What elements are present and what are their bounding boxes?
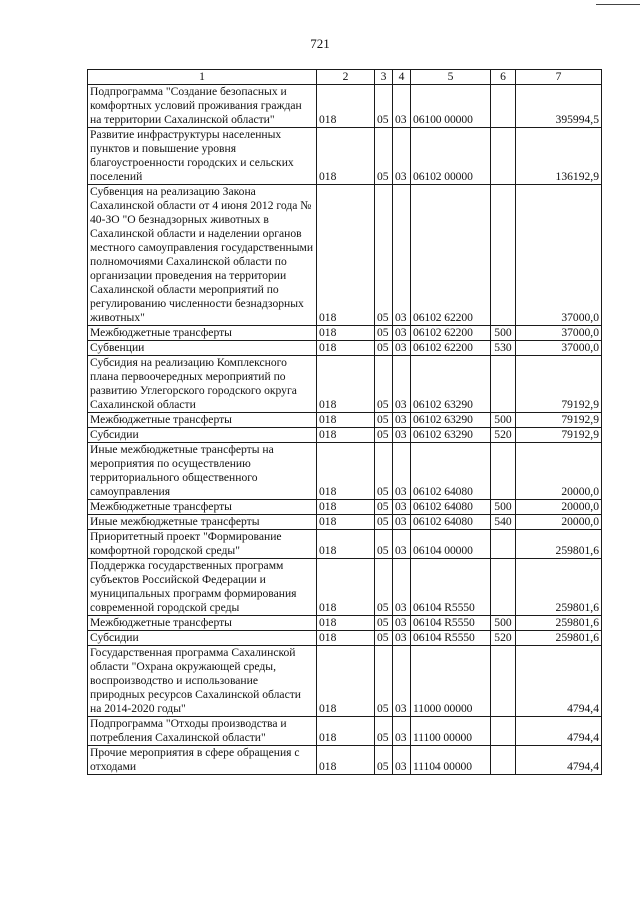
cell-name: Государственная программа Сахалинской области "Охрана окружающей среды, воспроизводство и использование природных ресурсов Сахалинской области на 2014-2020 годы" [88, 646, 317, 717]
cell-name: Иные межбюджетные трансферты [88, 515, 317, 530]
cell-pr: 03 [393, 128, 411, 185]
table-row [88, 443, 602, 500]
cell-ved: 018 [317, 500, 375, 515]
cell-rz: 05 [375, 646, 393, 717]
cell-sum: 259801,6 [516, 631, 602, 646]
table-row [88, 413, 602, 428]
cell-name: Подпрограмма "Создание безопасных и комфортных условий проживания граждан на территории Сахалинской области" [88, 85, 317, 128]
table-row [88, 746, 602, 775]
cell-vr [491, 646, 516, 717]
cell-vr [491, 443, 516, 500]
cell-ved: 018 [317, 443, 375, 500]
cell-ved: 018 [317, 616, 375, 631]
cell-csr: 06104 R5550 [411, 631, 491, 646]
cell-csr: 06102 64080 [411, 443, 491, 500]
cell-sum: 259801,6 [516, 616, 602, 631]
cell-pr: 03 [393, 443, 411, 500]
cell-rz: 05 [375, 500, 393, 515]
table-row [88, 341, 602, 356]
cell-vr [491, 717, 516, 746]
cell-csr: 11100 00000 [411, 717, 491, 746]
cell-rz: 05 [375, 341, 393, 356]
table-row [88, 530, 602, 559]
cell-rz: 05 [375, 413, 393, 428]
cell-ved: 018 [317, 530, 375, 559]
column-header-pr: 4 [393, 70, 411, 85]
cell-csr: 06100 00000 [411, 85, 491, 128]
cell-sum: 20000,0 [516, 500, 602, 515]
cell-pr: 03 [393, 428, 411, 443]
cell-pr: 03 [393, 631, 411, 646]
cell-pr: 03 [393, 515, 411, 530]
cell-csr: 06102 62200 [411, 326, 491, 341]
cell-sum: 395994,5 [516, 85, 602, 128]
table-row [88, 500, 602, 515]
cell-name: Приоритетный проект "Формирование комфортной городской среды" [88, 530, 317, 559]
cell-sum: 79192,9 [516, 356, 602, 413]
cell-rz: 05 [375, 443, 393, 500]
cell-sum: 20000,0 [516, 515, 602, 530]
table-row [88, 128, 602, 185]
cell-name: Субвенции [88, 341, 317, 356]
cell-vr [491, 530, 516, 559]
cell-name: Межбюджетные трансферты [88, 616, 317, 631]
cell-sum: 136192,9 [516, 128, 602, 185]
budget-table [87, 69, 602, 775]
cell-csr: 06102 62200 [411, 185, 491, 326]
cell-vr: 500 [491, 616, 516, 631]
column-header-sum: 7 [516, 70, 602, 85]
cell-name: Субсидии [88, 631, 317, 646]
cell-vr [491, 128, 516, 185]
cell-sum: 259801,6 [516, 530, 602, 559]
column-header-ved: 2 [317, 70, 375, 85]
cell-ved: 018 [317, 428, 375, 443]
cell-sum: 79192,9 [516, 428, 602, 443]
cell-pr: 03 [393, 326, 411, 341]
cell-ved: 018 [317, 85, 375, 128]
cell-pr: 03 [393, 413, 411, 428]
cell-csr: 06102 63290 [411, 356, 491, 413]
cell-name: Субвенция на реализацию Закона Сахалинской области от 4 июня 2012 года № 40-ЗО "О безнадзорных животных в Сахалинской области и наделении органов местного самоуправления государственными полномочиями Сахалинской области по организации проведения на территории Сахалинской области мероприятий по регулированию численности безнадзорных животных" [88, 185, 317, 326]
cell-vr: 520 [491, 631, 516, 646]
cell-sum: 4794,4 [516, 646, 602, 717]
cell-vr: 500 [491, 326, 516, 341]
table-row [88, 616, 602, 631]
cell-vr [491, 746, 516, 775]
cell-rz: 05 [375, 717, 393, 746]
cell-vr [491, 85, 516, 128]
cell-sum: 37000,0 [516, 326, 602, 341]
cell-pr: 03 [393, 185, 411, 326]
cell-ved: 018 [317, 185, 375, 326]
cell-sum: 37000,0 [516, 185, 602, 326]
table-row [88, 631, 602, 646]
cell-csr: 06102 64080 [411, 515, 491, 530]
cell-name: Прочие мероприятия в сфере обращения с отходами [88, 746, 317, 775]
cell-pr: 03 [393, 85, 411, 128]
table-row [88, 356, 602, 413]
table-row [88, 185, 602, 326]
cell-vr [491, 559, 516, 616]
cell-rz: 05 [375, 326, 393, 341]
cell-ved: 018 [317, 128, 375, 185]
header-row [88, 70, 602, 85]
cell-sum: 37000,0 [516, 341, 602, 356]
cell-pr: 03 [393, 559, 411, 616]
cell-name: Развитие инфраструктуры населенных пунктов и повышение уровня благоустроенности городских и сельских поселений [88, 128, 317, 185]
cell-rz: 05 [375, 128, 393, 185]
cell-rz: 05 [375, 185, 393, 326]
cell-vr [491, 185, 516, 326]
cell-pr: 03 [393, 717, 411, 746]
cell-rz: 05 [375, 616, 393, 631]
cell-csr: 06102 62200 [411, 341, 491, 356]
cell-sum: 4794,4 [516, 717, 602, 746]
scan-mark-line [596, 4, 640, 5]
cell-csr: 06104 R5550 [411, 559, 491, 616]
cell-csr: 06102 64080 [411, 500, 491, 515]
cell-name: Субсидия на реализацию Комплексного плана первоочередных мероприятий по развитию Углегорского городского округа Сахалинской области [88, 356, 317, 413]
cell-rz: 05 [375, 530, 393, 559]
cell-pr: 03 [393, 356, 411, 413]
column-header-csr: 5 [411, 70, 491, 85]
cell-pr: 03 [393, 530, 411, 559]
cell-rz: 05 [375, 356, 393, 413]
cell-rz: 05 [375, 85, 393, 128]
cell-name: Иные межбюджетные трансферты на мероприятия по осуществлению территориального общественного самоуправления [88, 443, 317, 500]
cell-csr: 06102 00000 [411, 128, 491, 185]
column-header-vr: 6 [491, 70, 516, 85]
cell-pr: 03 [393, 500, 411, 515]
cell-csr: 11000 00000 [411, 646, 491, 717]
cell-pr: 03 [393, 746, 411, 775]
cell-csr: 06102 63290 [411, 413, 491, 428]
cell-csr: 11104 00000 [411, 746, 491, 775]
cell-sum: 20000,0 [516, 443, 602, 500]
cell-rz: 05 [375, 746, 393, 775]
table-row [88, 646, 602, 717]
cell-vr: 540 [491, 515, 516, 530]
cell-pr: 03 [393, 646, 411, 717]
cell-name: Межбюджетные трансферты [88, 326, 317, 341]
cell-sum: 4794,4 [516, 746, 602, 775]
cell-ved: 018 [317, 326, 375, 341]
table-body [88, 85, 602, 775]
cell-name: Межбюджетные трансферты [88, 413, 317, 428]
cell-name: Межбюджетные трансферты [88, 500, 317, 515]
cell-sum: 259801,6 [516, 559, 602, 616]
table-row [88, 717, 602, 746]
cell-pr: 03 [393, 616, 411, 631]
cell-rz: 05 [375, 428, 393, 443]
cell-vr: 500 [491, 500, 516, 515]
cell-ved: 018 [317, 413, 375, 428]
cell-pr: 03 [393, 341, 411, 356]
cell-name: Подпрограмма "Отходы производства и потребления Сахалинской области" [88, 717, 317, 746]
cell-ved: 018 [317, 646, 375, 717]
table-row [88, 326, 602, 341]
column-header-name: 1 [88, 70, 317, 85]
cell-csr: 06104 00000 [411, 530, 491, 559]
cell-name: Поддержка государственных программ субъектов Российской Федерации и муниципальных программ формирования современной городской среды [88, 559, 317, 616]
cell-ved: 018 [317, 341, 375, 356]
cell-vr: 500 [491, 413, 516, 428]
cell-ved: 018 [317, 746, 375, 775]
page-number: 721 [310, 36, 330, 51]
cell-ved: 018 [317, 559, 375, 616]
cell-ved: 018 [317, 356, 375, 413]
cell-vr [491, 356, 516, 413]
cell-rz: 05 [375, 515, 393, 530]
cell-sum: 79192,9 [516, 413, 602, 428]
cell-vr: 520 [491, 428, 516, 443]
cell-ved: 018 [317, 717, 375, 746]
cell-csr: 06104 R5550 [411, 616, 491, 631]
table-row [88, 515, 602, 530]
table-row [88, 559, 602, 616]
cell-rz: 05 [375, 631, 393, 646]
table-row [88, 428, 602, 443]
cell-ved: 018 [317, 515, 375, 530]
cell-csr: 06102 63290 [411, 428, 491, 443]
cell-vr: 530 [491, 341, 516, 356]
table-row [88, 85, 602, 128]
cell-name: Субсидии [88, 428, 317, 443]
cell-rz: 05 [375, 559, 393, 616]
column-header-rz: 3 [375, 70, 393, 85]
cell-ved: 018 [317, 631, 375, 646]
